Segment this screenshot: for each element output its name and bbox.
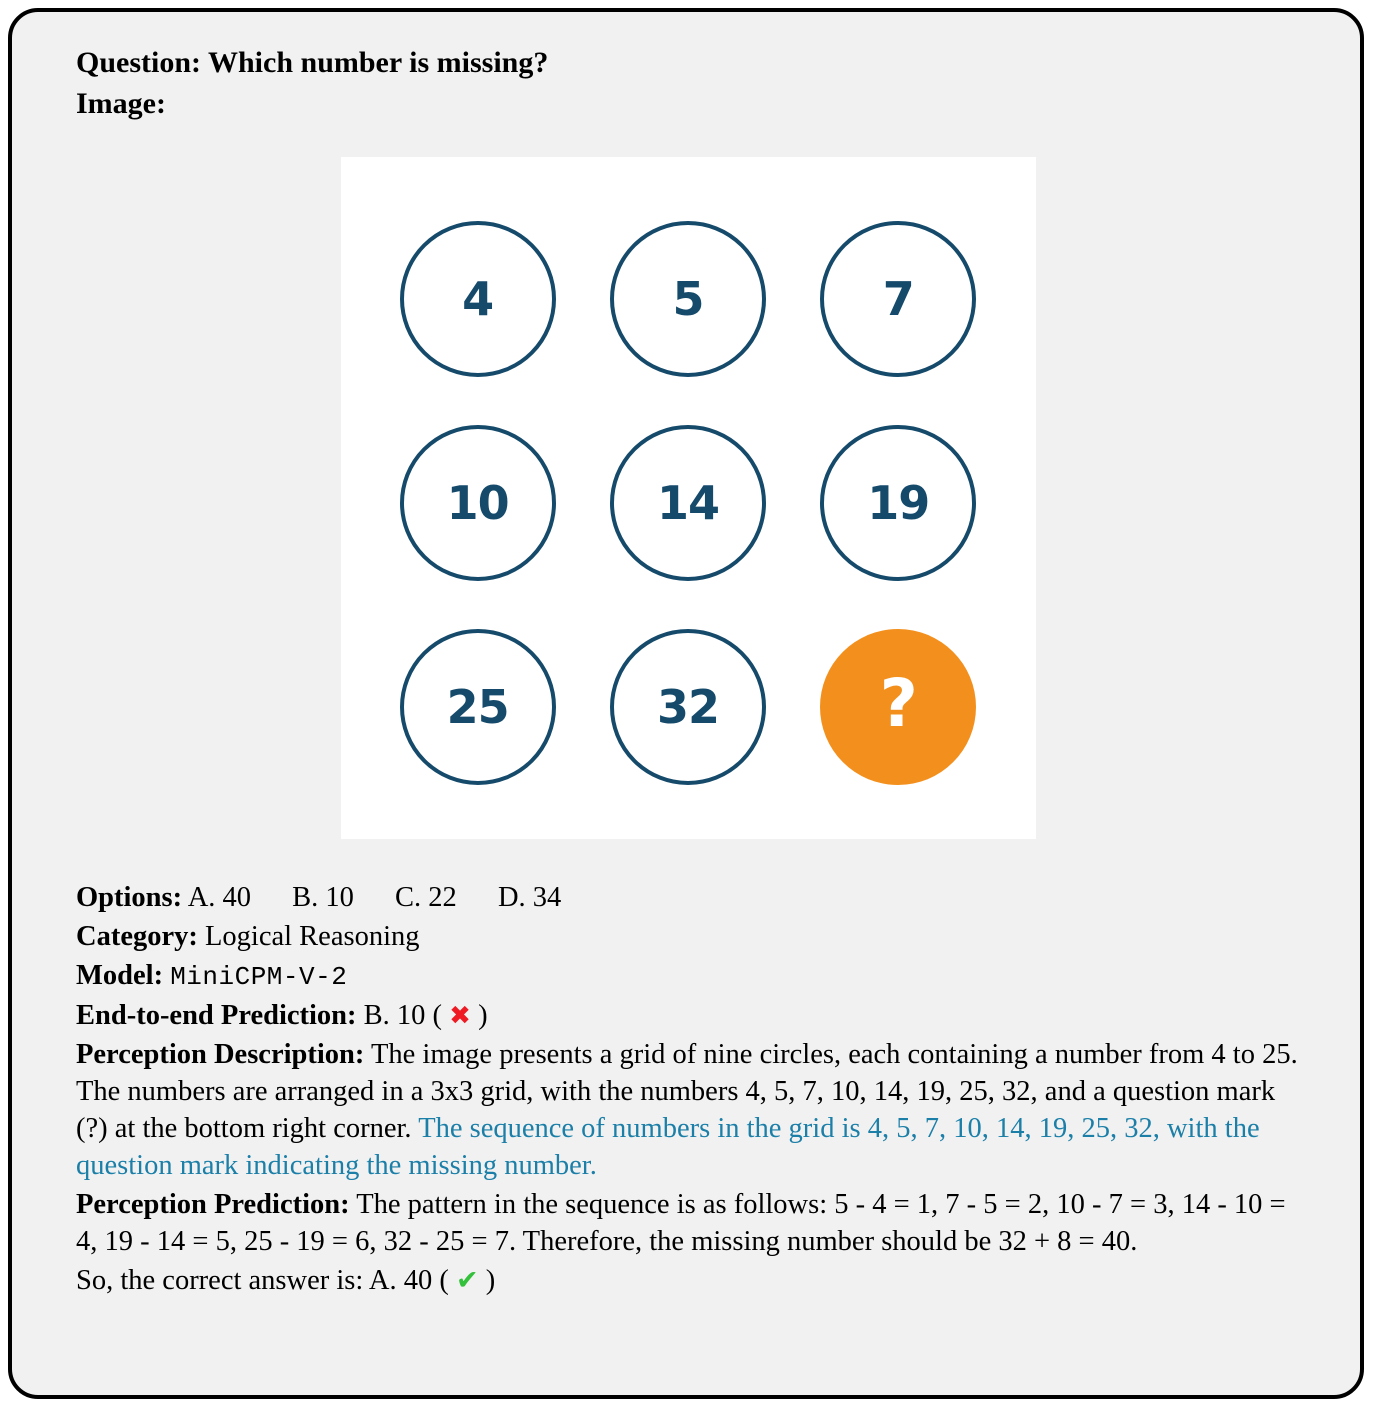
puzzle-grid	[341, 157, 1036, 839]
puzzle-cell-value: 32	[656, 679, 719, 734]
puzzle-panel	[341, 157, 1036, 839]
perception-prediction-label: Perception Prediction:	[76, 1188, 350, 1220]
conclusion-text: So, the correct answer is:	[76, 1265, 364, 1296]
end-to-end-label: End-to-end Prediction:	[76, 999, 357, 1031]
conclusion-value: A. 40	[368, 1265, 433, 1296]
model-label: Model:	[76, 959, 164, 991]
question-label: Question:	[76, 46, 202, 79]
option-b: B. 10	[292, 881, 354, 913]
puzzle-cell-value: 7	[882, 271, 914, 326]
cross-icon: ✖	[449, 1000, 471, 1031]
puzzle-cell-7	[400, 629, 556, 785]
open-paren: (	[439, 1265, 449, 1296]
puzzle-cell-4	[400, 425, 556, 581]
question-mark-icon: ?	[879, 664, 917, 742]
category-label: Category:	[76, 920, 198, 952]
perception-description-row	[76, 1036, 1300, 1184]
question-text: Which number is missing?	[207, 46, 549, 79]
puzzle-cell-value: 19	[867, 475, 930, 530]
conclusion-row	[76, 1262, 1300, 1299]
perception-prediction-text: The pattern in the sequence is as follows: 5 - 4 = 1, 7 - 5 = 2, 10 - 7 = 3, 14 - 10 = 4, 19 - 14 = 5, 25 - 19 = 6, 32 - 25 = 7. Therefore, the missing number should be 32 + 8 = 40.	[76, 1188, 1286, 1257]
puzzle-cell-1	[400, 221, 556, 377]
puzzle-cell-8	[610, 629, 766, 785]
open-paren: (	[432, 999, 443, 1031]
puzzle-cell-value: 10	[446, 475, 509, 530]
question-line	[76, 42, 1300, 83]
puzzle-cell-6	[820, 425, 976, 581]
qa-card	[8, 8, 1364, 1399]
option-c: C. 22	[395, 881, 457, 913]
model-row	[76, 957, 1300, 995]
check-icon: ✔	[455, 1265, 479, 1296]
puzzle-cell-5	[610, 425, 766, 581]
perception-description-label: Perception Description:	[76, 1038, 365, 1070]
image-label: Image:	[76, 87, 166, 121]
end-to-end-value: B. 10	[363, 999, 426, 1031]
category-value: Logical Reasoning	[205, 920, 420, 952]
option-d: D. 34	[497, 881, 562, 913]
perception-description-plain: The image presents a grid of nine circles, each containing a number from 4 to 25. The numbers are arranged in a 3x3 grid, with the numbers 4, 5, 7, 10, 14, 19, 25, 32, and a question mark (?) at the bottom right corner.	[76, 1038, 1298, 1144]
model-value: MiniCPM-V-2	[170, 961, 348, 992]
end-to-end-prediction-row	[76, 997, 1300, 1034]
close-paren: )	[478, 999, 488, 1031]
puzzle-cell-value: 5	[672, 271, 704, 326]
option-a: A. 40	[187, 881, 252, 913]
puzzle-cell-2	[610, 221, 766, 377]
puzzle-cell-3	[820, 221, 976, 377]
answer-block	[76, 879, 1300, 1299]
perception-description-highlight: The sequence of numbers in the grid is 4, 5, 7, 10, 14, 19, 25, 32, with the question mark indicating the missing number.	[76, 1112, 1260, 1181]
puzzle-cell-value: 4	[462, 271, 494, 326]
category-row	[76, 918, 1300, 955]
puzzle-cell-value: 14	[656, 475, 719, 530]
puzzle-image-wrapper	[76, 157, 1300, 839]
options-label: Options:	[76, 881, 183, 913]
perception-prediction-row	[76, 1186, 1300, 1260]
puzzle-cell-value: 25	[446, 679, 509, 734]
card-content	[12, 12, 1360, 1395]
options-row	[76, 879, 1300, 916]
puzzle-cell-9-missing	[820, 629, 976, 785]
close-paren: )	[485, 1265, 496, 1296]
